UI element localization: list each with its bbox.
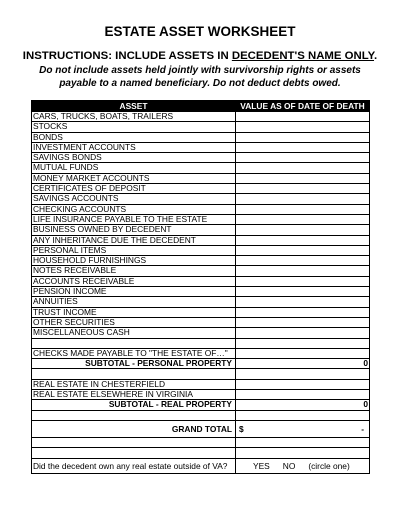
header-value: VALUE AS OF DATE OF DEATH — [236, 101, 370, 112]
asset-value-cell[interactable] — [236, 112, 370, 122]
blank-row — [32, 338, 370, 348]
answer-hint: (circle one) — [308, 460, 350, 471]
asset-label: OTHER SECURITIES — [32, 317, 236, 327]
blank-cell — [32, 448, 236, 458]
asset-value-cell[interactable] — [236, 276, 370, 286]
asset-label: ACCOUNTS RECEIVABLE — [32, 276, 236, 286]
instructions-suffix: . — [374, 50, 378, 62]
blank-cell — [32, 369, 236, 379]
table-row — [32, 266, 370, 276]
table-row — [32, 297, 370, 307]
asset-value-cell[interactable] — [236, 142, 370, 152]
asset-value-cell[interactable] — [236, 225, 370, 235]
answer-no[interactable]: NO — [282, 460, 296, 471]
asset-value-cell[interactable] — [236, 122, 370, 132]
blank-value-cell — [236, 448, 370, 458]
real-estate-1-value[interactable] — [236, 379, 370, 389]
grand-total-row — [32, 420, 370, 437]
asset-label: CERTIFICATES OF DEPOSIT — [32, 184, 236, 194]
grand-total-currency: $ — [239, 423, 244, 434]
subtotal-real-row — [32, 400, 370, 410]
real-estate-1-label: REAL ESTATE IN CHESTERFIELD — [32, 379, 236, 389]
header-asset: ASSET — [32, 101, 236, 112]
blank-cell — [32, 410, 236, 420]
table-row — [32, 194, 370, 204]
table-row — [32, 112, 370, 122]
asset-label: SAVINGS BONDS — [32, 153, 236, 163]
table-row — [32, 122, 370, 132]
asset-value-cell[interactable] — [236, 214, 370, 224]
grand-total-value — [236, 420, 370, 437]
asset-label: CHECKING ACCOUNTS — [32, 204, 236, 214]
asset-label: PENSION INCOME — [32, 287, 236, 297]
blank-row — [32, 369, 370, 379]
subtotal-real-value: 0 — [236, 400, 370, 410]
asset-value-cell[interactable] — [236, 297, 370, 307]
note-line-2: payable to a named beneficiary. Do not deduct debts owed. — [59, 77, 341, 89]
asset-label: SAVINGS ACCOUNTS — [32, 194, 236, 204]
asset-value-cell[interactable] — [236, 235, 370, 245]
grand-total-amount: - — [361, 423, 364, 434]
question-label: Did the decedent own any real estate outside of VA? — [32, 458, 236, 473]
table-row — [32, 235, 370, 245]
asset-label: MONEY MARKET ACCOUNTS — [32, 173, 236, 183]
table-row — [32, 317, 370, 327]
asset-label: BONDS — [32, 132, 236, 142]
blank-row — [32, 448, 370, 458]
blank-row — [32, 437, 370, 447]
table-row — [32, 328, 370, 338]
real-estate-2-value[interactable] — [236, 390, 370, 400]
asset-label: ANNUITIES — [32, 297, 236, 307]
asset-value-cell[interactable] — [236, 256, 370, 266]
subtotal-personal-row — [32, 359, 370, 369]
table-row — [32, 379, 370, 389]
asset-value-cell[interactable] — [236, 317, 370, 327]
table-row — [32, 132, 370, 142]
table-row — [32, 225, 370, 235]
question-row — [32, 458, 370, 473]
asset-value-cell[interactable] — [236, 266, 370, 276]
blank-row — [32, 410, 370, 420]
asset-value-cell[interactable] — [236, 184, 370, 194]
blank-value-cell[interactable] — [236, 369, 370, 379]
asset-table — [31, 100, 370, 474]
instructions-emphasis: DECEDENT'S NAME ONLY — [231, 50, 375, 62]
asset-value-cell[interactable] — [236, 132, 370, 142]
checks-value-cell[interactable] — [236, 348, 370, 358]
grand-total-label: GRAND TOTAL — [32, 420, 236, 437]
asset-label: TRUST INCOME — [32, 307, 236, 317]
blank-cell — [32, 437, 236, 447]
instructions — [0, 50, 400, 62]
page-title: ESTATE ASSET WORKSHEET — [104, 24, 296, 39]
asset-label: LIFE INSURANCE PAYABLE TO THE ESTATE — [32, 214, 236, 224]
instructions-note — [0, 65, 400, 90]
asset-body — [32, 112, 370, 474]
asset-value-cell[interactable] — [236, 245, 370, 255]
asset-label: STOCKS — [32, 122, 236, 132]
checks-label: CHECKS MADE PAYABLE TO "THE ESTATE OF…" — [32, 348, 236, 358]
asset-label: MISCELLANEOUS CASH — [32, 328, 236, 338]
table-row — [32, 348, 370, 358]
blank-cell — [32, 338, 236, 348]
subtotal-personal-value: 0 — [236, 359, 370, 369]
table-row — [32, 173, 370, 183]
asset-value-cell[interactable] — [236, 163, 370, 173]
blank-value-cell — [236, 410, 370, 420]
table-row — [32, 142, 370, 152]
subtotal-personal-label: SUBTOTAL - PERSONAL PROPERTY — [32, 359, 236, 369]
question-answers — [236, 458, 370, 473]
asset-label: NOTES RECEIVABLE — [32, 266, 236, 276]
asset-value-cell[interactable] — [236, 153, 370, 163]
asset-label: HOUSEHOLD FURNISHINGS — [32, 256, 236, 266]
blank-value-cell[interactable] — [236, 338, 370, 348]
table-row — [32, 307, 370, 317]
table-row — [32, 184, 370, 194]
asset-value-cell[interactable] — [236, 307, 370, 317]
blank-value-cell — [236, 437, 370, 447]
asset-value-cell[interactable] — [236, 287, 370, 297]
table-row — [32, 163, 370, 173]
asset-label: BUSINESS OWNED BY DECEDENT — [32, 225, 236, 235]
answer-yes[interactable]: YES — [253, 460, 270, 471]
instructions-prefix: INSTRUCTIONS: INCLUDE ASSETS IN — [22, 50, 232, 62]
table-row — [32, 256, 370, 266]
asset-label: PERSONAL ITEMS — [32, 245, 236, 255]
table-row — [32, 390, 370, 400]
asset-label: ANY INHERITANCE DUE THE DECEDENT — [32, 235, 236, 245]
asset-value-cell[interactable] — [236, 204, 370, 214]
table-row — [32, 245, 370, 255]
asset-label: MUTUAL FUNDS — [32, 163, 236, 173]
asset-value-cell[interactable] — [236, 328, 370, 338]
asset-value-cell[interactable] — [236, 173, 370, 183]
real-estate-2-label: REAL ESTATE ELSEWHERE IN VIRGINIA — [32, 390, 236, 400]
asset-value-cell[interactable] — [236, 194, 370, 204]
subtotal-real-label: SUBTOTAL - REAL PROPERTY — [32, 400, 236, 410]
asset-label: INVESTMENT ACCOUNTS — [32, 142, 236, 152]
table-row — [32, 204, 370, 214]
table-row — [32, 153, 370, 163]
table-row — [32, 276, 370, 286]
table-header-row — [32, 101, 370, 112]
asset-label: CARS, TRUCKS, BOATS, TRAILERS — [32, 112, 236, 122]
table-row — [32, 214, 370, 224]
note-line-1: Do not include assets held jointly with survivorship rights or assets — [39, 65, 361, 76]
table-row — [32, 287, 370, 297]
